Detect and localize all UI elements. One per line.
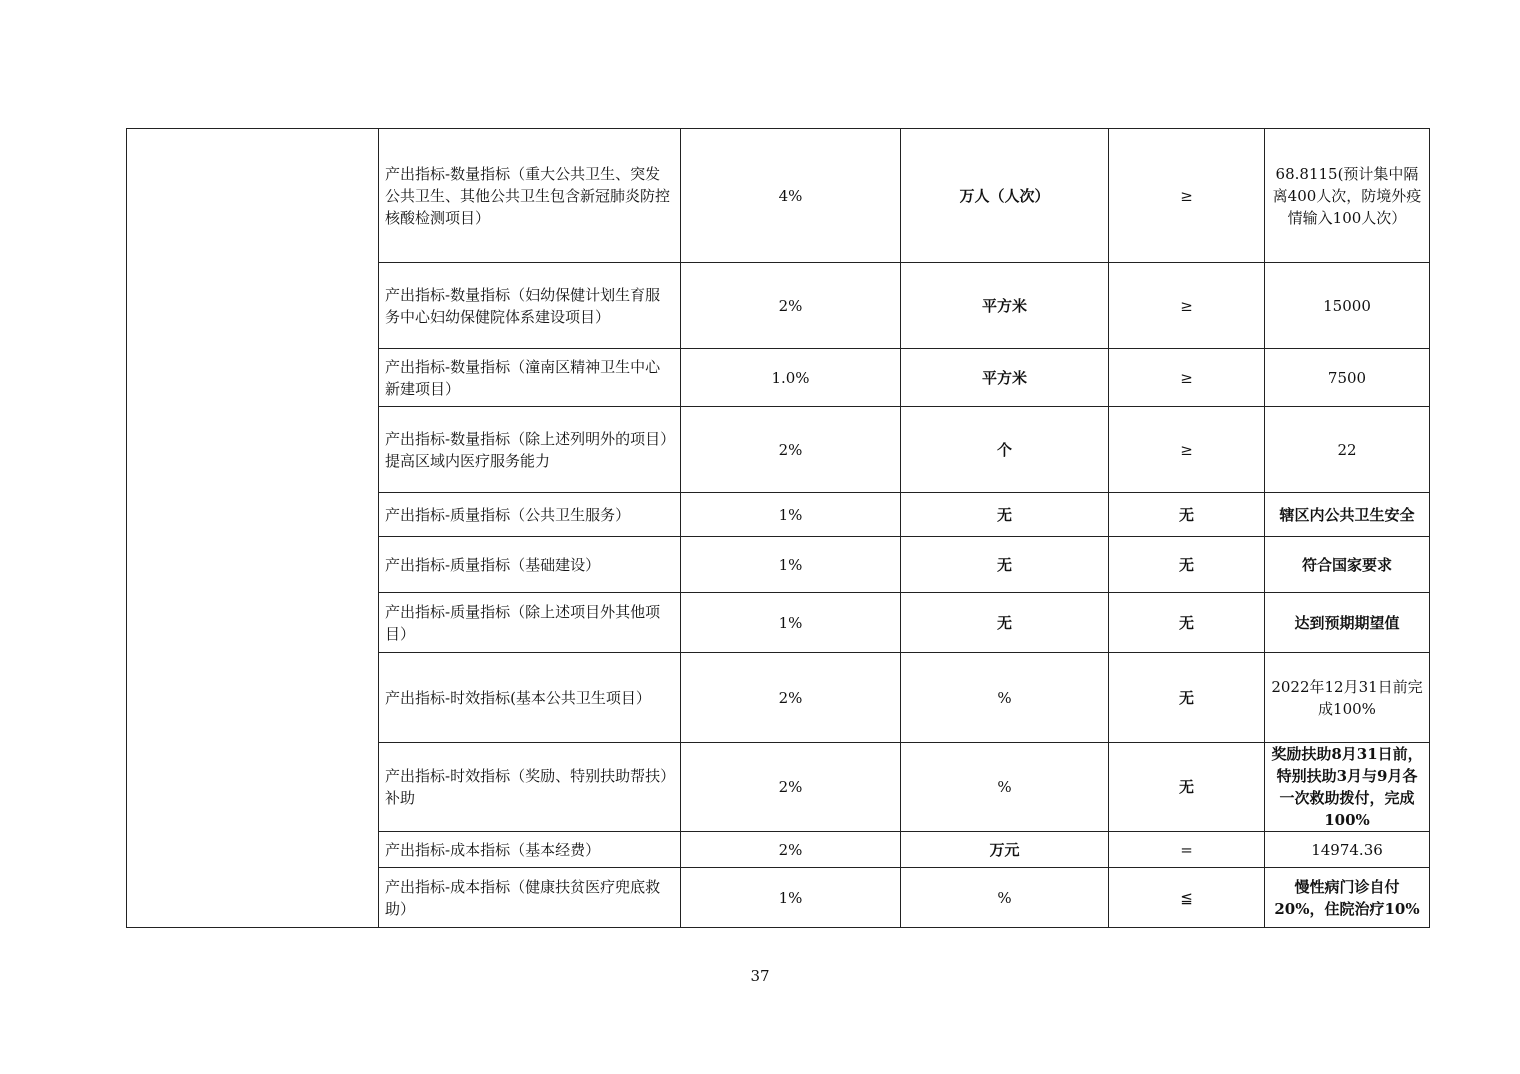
indicator-cell: 产出指标-数量指标（重大公共卫生、突发公共卫生、其他公共卫生包含新冠肺炎防控核酸检测项目） [379, 129, 681, 263]
target-cell: 奖励扶助8月31日前，特别扶助3月与9月各一次救助拨付，完成100% [1265, 743, 1430, 832]
weight-cell: 1% [681, 593, 901, 653]
indicator-cell: 产出指标-时效指标(基本公共卫生项目） [379, 653, 681, 743]
target-cell: 达到预期期望值 [1265, 593, 1430, 653]
target-cell: 慢性病门诊自付20%，住院治疗10% [1265, 868, 1430, 928]
indicator-cell: 产出指标-数量指标（潼南区精神卫生中心新建项目） [379, 349, 681, 407]
unit-cell: 无 [901, 593, 1109, 653]
operator-cell: ≥ [1109, 349, 1265, 407]
unit-cell: 无 [901, 493, 1109, 537]
operator-cell: ≥ [1109, 129, 1265, 263]
operator-cell: 无 [1109, 493, 1265, 537]
merged-blank-cell [127, 129, 379, 928]
table-row [127, 129, 1430, 263]
operator-cell: = [1109, 832, 1265, 868]
weight-cell: 2% [681, 743, 901, 832]
weight-cell: 1% [681, 493, 901, 537]
indicator-table [126, 128, 1430, 928]
weight-cell: 4% [681, 129, 901, 263]
target-cell: 14974.36 [1265, 832, 1430, 868]
weight-cell: 2% [681, 832, 901, 868]
indicator-cell: 产出指标-质量指标（除上述项目外其他项目） [379, 593, 681, 653]
indicator-cell: 产出指标-数量指标（妇幼保健计划生育服务中心妇幼保健院体系建设项目） [379, 263, 681, 349]
target-cell: 辖区内公共卫生安全 [1265, 493, 1430, 537]
target-cell: 22 [1265, 407, 1430, 493]
operator-cell: 无 [1109, 653, 1265, 743]
target-cell: 2022年12月31日前完成100% [1265, 653, 1430, 743]
unit-cell: % [901, 743, 1109, 832]
unit-cell: 平方米 [901, 263, 1109, 349]
target-cell: 68.8115(预计集中隔离400人次，防境外疫情输入100人次） [1265, 129, 1430, 263]
target-cell: 7500 [1265, 349, 1430, 407]
target-cell: 符合国家要求 [1265, 537, 1430, 593]
weight-cell: 1% [681, 868, 901, 928]
unit-cell: 万人（人次） [901, 129, 1109, 263]
indicator-cell: 产出指标-成本指标（基本经费） [379, 832, 681, 868]
weight-cell: 1.0% [681, 349, 901, 407]
indicator-cell: 产出指标-时效指标（奖励、特别扶助帮扶）补助 [379, 743, 681, 832]
target-cell: 15000 [1265, 263, 1430, 349]
indicator-cell: 产出指标-数量指标（除上述列明外的项目）提高区域内医疗服务能力 [379, 407, 681, 493]
weight-cell: 2% [681, 407, 901, 493]
unit-cell: % [901, 868, 1109, 928]
operator-cell: ≥ [1109, 263, 1265, 349]
unit-cell: 平方米 [901, 349, 1109, 407]
operator-cell: 无 [1109, 743, 1265, 832]
indicator-cell: 产出指标-成本指标（健康扶贫医疗兜底救助） [379, 868, 681, 928]
weight-cell: 2% [681, 263, 901, 349]
weight-cell: 2% [681, 653, 901, 743]
weight-cell: 1% [681, 537, 901, 593]
page-number: 37 [750, 967, 770, 985]
operator-cell: 无 [1109, 537, 1265, 593]
indicator-cell: 产出指标-质量指标（基础建设） [379, 537, 681, 593]
operator-cell: 无 [1109, 593, 1265, 653]
indicator-cell: 产出指标-质量指标（公共卫生服务） [379, 493, 681, 537]
operator-cell: ≥ [1109, 407, 1265, 493]
unit-cell: % [901, 653, 1109, 743]
unit-cell: 无 [901, 537, 1109, 593]
unit-cell: 万元 [901, 832, 1109, 868]
unit-cell: 个 [901, 407, 1109, 493]
operator-cell: ≦ [1109, 868, 1265, 928]
